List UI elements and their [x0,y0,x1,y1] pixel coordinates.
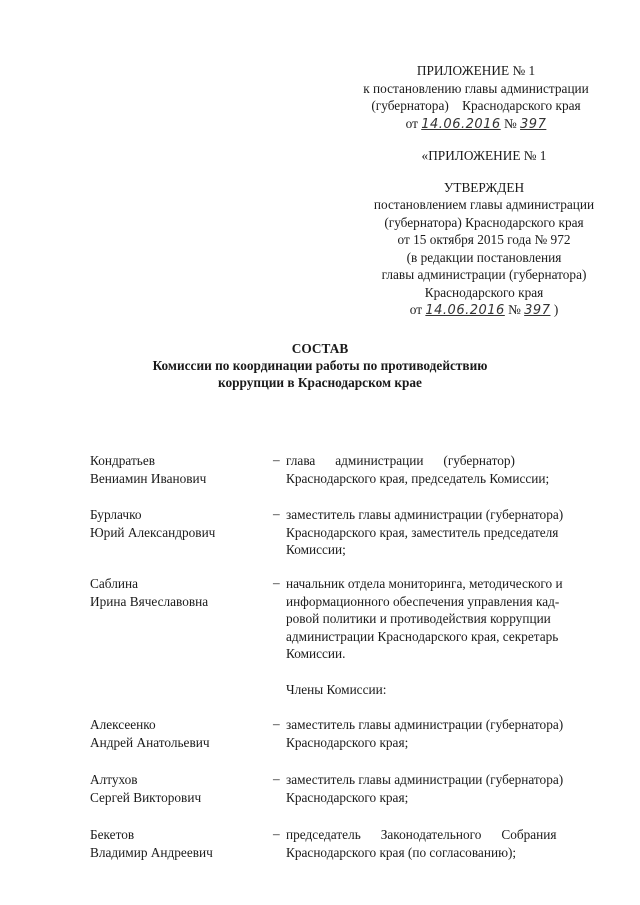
role-line: начальник отдела мониторинга, методического и [286,576,563,591]
role-line: председатель Законодательного Собрания [286,827,557,842]
dash: – [273,506,280,521]
role-line: глава администрации (губернатор) [286,453,515,468]
role-line: Краснодарского края; [286,734,409,750]
appendix-num-label: № [504,115,517,131]
role-line: Краснодарского края, заместитель председателя [286,524,559,540]
approval-annex: «ПРИЛОЖЕНИЕ № 1 [421,148,547,163]
role-line: Краснодарского края, председатель Комиссии; [286,470,550,486]
dash: – [273,452,280,467]
approval-line-4: (в редакции постановления [406,249,562,265]
member-given-name: Сергей Викторович [90,789,202,805]
approval-number: 397 [524,303,551,318]
member-surname: Бурлачко [90,507,142,522]
appendix-date: 14.06.2016 [421,116,501,132]
approval-block [345,147,623,320]
member-given-name: Владимир Андреевич [90,844,213,860]
role-line: информационного обеспечения управления кад- [286,593,560,609]
member-surname: Алексеенко [90,717,156,732]
approval-line-6: Краснодарского края [424,284,544,300]
member-name [90,771,270,806]
member-name [90,826,270,861]
appendix-number: 397 [520,116,547,132]
title-sub-2: коррупции в Краснодарском крае [218,375,422,390]
approval-line-1: постановлением главы администрации [373,197,595,212]
dash: – [273,771,280,786]
approval-num-label: № [508,302,521,317]
member-role [286,771,611,806]
approval-line-2: (губернатора) Краснодарского края [384,214,584,230]
title-sub-1: Комиссии по координации работы по противодействию [152,358,488,373]
member-given-name: Андрей Анатольевич [90,734,210,750]
dash: – [273,716,280,731]
member-name [90,575,270,610]
member-name [90,716,270,751]
role-line: заместитель главы администрации (губернатора) [286,772,564,787]
member-role [286,506,611,559]
member-given-name: Вениамин Иванович [90,470,207,486]
member-surname: Кондратьев [90,453,155,468]
role-line: заместитель главы администрации (губернатора) [286,507,564,522]
role-line: ровой политики и противодействия коррупции [286,611,551,626]
members-header: Члены Комиссии: [286,682,387,697]
role-line: Комиссии. [286,646,346,661]
appendix-from-label: от [405,115,418,131]
approval-line-3: от 15 октября 2015 года № 972 [397,232,571,247]
member-surname: Саблина [90,576,138,591]
appendix-date-line [330,115,622,134]
dash: – [273,826,280,841]
member-role [286,575,611,663]
appendix-title: ПРИЛОЖЕНИЕ № 1 [416,63,536,78]
member-surname: Бекетов [90,827,135,842]
role-line: администрации Краснодарского края, секретарь [286,628,559,644]
approval-line-5: главы администрации (губернатора) [381,267,587,282]
member-role [286,826,611,861]
member-role [286,716,611,751]
member-surname: Алтухов [90,772,138,787]
dash: – [273,575,280,590]
member-given-name: Ирина Вячеславовна [90,593,209,609]
approval-date-line [345,301,623,320]
approval-from-label: от [409,302,423,317]
member-name [90,452,270,487]
approval-date: 14.06.2016 [425,303,505,318]
member-role [286,452,611,487]
document-title [0,340,640,391]
appendix-line-3: (губернатора) Краснодарского края [371,98,581,113]
approval-close-paren: ) [553,302,559,317]
role-line: Краснодарского края (по согласованию); [286,844,517,860]
role-line: Комиссии; [286,542,346,557]
title-main: СОСТАВ [291,341,349,356]
approval-approved: УТВЕРЖДЕН [443,179,525,195]
role-line: Краснодарского края; [286,789,409,805]
member-given-name: Юрий Александрович [90,524,216,540]
appendix-line-2: к постановлению главы администрации [363,80,589,96]
appendix-block [330,62,622,133]
role-line: заместитель главы администрации (губернатора) [286,717,564,732]
member-name [90,506,270,541]
